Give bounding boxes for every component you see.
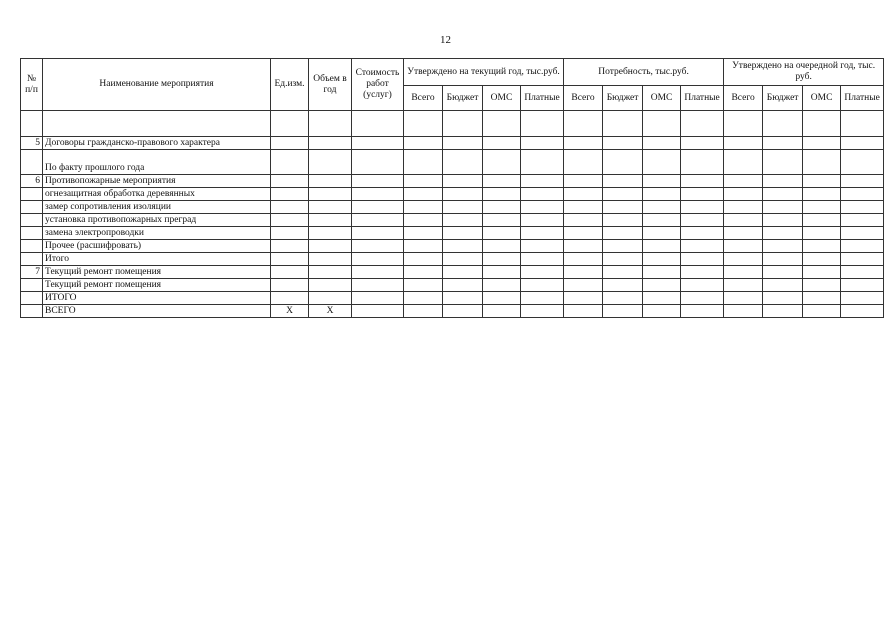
value-cell <box>681 240 724 253</box>
value-cell <box>603 279 643 292</box>
row-name: ВСЕГО <box>43 305 271 318</box>
value-cell <box>724 227 763 240</box>
value-cell <box>404 292 443 305</box>
value-cell <box>841 305 884 318</box>
value-cell <box>681 188 724 201</box>
row-unit <box>271 227 309 240</box>
value-cell <box>483 279 521 292</box>
value-cell <box>841 253 884 266</box>
value-cell <box>643 227 681 240</box>
value-cell <box>603 201 643 214</box>
value-cell <box>841 279 884 292</box>
row-name: огнезащитная обработка деревянных <box>43 188 271 201</box>
value-cell <box>443 292 483 305</box>
value-cell <box>763 188 803 201</box>
value-cell <box>483 240 521 253</box>
row-num: 6 <box>21 175 43 188</box>
value-cell <box>564 214 603 227</box>
value-cell <box>352 292 404 305</box>
table-row <box>21 253 884 266</box>
value-cell <box>681 214 724 227</box>
value-cell <box>483 175 521 188</box>
value-cell <box>521 279 564 292</box>
value-cell <box>564 201 603 214</box>
table-row <box>21 175 884 188</box>
value-cell <box>564 292 603 305</box>
value-cell <box>521 305 564 318</box>
row-name: По факту прошлого года <box>43 150 271 175</box>
value-cell <box>681 150 724 175</box>
page-number: 12 <box>440 34 451 46</box>
spacer-row <box>21 111 884 137</box>
row-num <box>21 279 43 292</box>
value-cell <box>352 150 404 175</box>
value-cell <box>483 201 521 214</box>
value-cell <box>521 137 564 150</box>
subheader-paid: Платные <box>681 86 724 111</box>
value-cell <box>603 292 643 305</box>
value-cell <box>564 175 603 188</box>
value-cell <box>443 227 483 240</box>
value-cell <box>443 150 483 175</box>
value-cell <box>603 266 643 279</box>
value-cell <box>603 175 643 188</box>
value-cell <box>643 214 681 227</box>
value-cell <box>443 279 483 292</box>
value-cell <box>803 253 841 266</box>
table-row <box>21 240 884 253</box>
value-cell <box>603 240 643 253</box>
row-volume <box>309 240 352 253</box>
value-cell <box>841 292 884 305</box>
value-cell <box>841 150 884 175</box>
value-cell <box>404 188 443 201</box>
header-name: Наименование мероприятия <box>43 59 271 111</box>
value-cell <box>564 253 603 266</box>
value-cell <box>724 214 763 227</box>
value-cell <box>564 305 603 318</box>
table-row <box>21 305 884 318</box>
value-cell <box>404 214 443 227</box>
value-cell <box>763 227 803 240</box>
header-num: № п/п <box>21 59 43 111</box>
row-unit: X <box>271 305 309 318</box>
value-cell <box>763 201 803 214</box>
row-num: 5 <box>21 137 43 150</box>
table-row <box>21 201 884 214</box>
value-cell <box>803 279 841 292</box>
value-cell <box>564 188 603 201</box>
table-row <box>21 292 884 305</box>
value-cell <box>404 279 443 292</box>
row-num <box>21 292 43 305</box>
value-cell <box>724 305 763 318</box>
row-unit <box>271 253 309 266</box>
row-volume: X <box>309 305 352 318</box>
table-row <box>21 214 884 227</box>
table-row <box>21 279 884 292</box>
row-volume <box>309 292 352 305</box>
value-cell <box>724 137 763 150</box>
value-cell <box>603 137 643 150</box>
value-cell <box>564 137 603 150</box>
value-cell <box>643 240 681 253</box>
row-unit <box>271 292 309 305</box>
row-unit <box>271 279 309 292</box>
value-cell <box>603 214 643 227</box>
value-cell <box>404 175 443 188</box>
value-cell <box>352 240 404 253</box>
value-cell <box>404 137 443 150</box>
value-cell <box>841 175 884 188</box>
value-cell <box>521 253 564 266</box>
table-row <box>21 150 884 175</box>
value-cell <box>841 214 884 227</box>
row-unit <box>271 214 309 227</box>
value-cell <box>803 188 841 201</box>
value-cell <box>681 201 724 214</box>
value-cell <box>603 188 643 201</box>
value-cell <box>643 266 681 279</box>
subheader-budget: Бюджет <box>763 86 803 111</box>
value-cell <box>803 137 841 150</box>
value-cell <box>803 227 841 240</box>
value-cell <box>763 279 803 292</box>
row-num <box>21 214 43 227</box>
value-cell <box>443 305 483 318</box>
value-cell <box>763 137 803 150</box>
header-group-need: Потребность, тыс.руб. <box>564 59 724 86</box>
row-num <box>21 240 43 253</box>
row-num <box>21 253 43 266</box>
value-cell <box>724 266 763 279</box>
value-cell <box>564 150 603 175</box>
value-cell <box>564 279 603 292</box>
value-cell <box>841 240 884 253</box>
value-cell <box>443 201 483 214</box>
value-cell <box>681 292 724 305</box>
value-cell <box>564 227 603 240</box>
row-num <box>21 150 43 175</box>
value-cell <box>521 292 564 305</box>
value-cell <box>724 150 763 175</box>
row-volume <box>309 201 352 214</box>
subheader-total: Всего <box>404 86 443 111</box>
value-cell <box>521 188 564 201</box>
value-cell <box>564 240 603 253</box>
value-cell <box>681 175 724 188</box>
value-cell <box>443 253 483 266</box>
subheader-budget: Бюджет <box>443 86 483 111</box>
value-cell <box>724 292 763 305</box>
value-cell <box>404 240 443 253</box>
header-unit: Ед.изм. <box>271 59 309 111</box>
value-cell <box>483 227 521 240</box>
value-cell <box>763 253 803 266</box>
value-cell <box>443 175 483 188</box>
value-cell <box>483 292 521 305</box>
value-cell <box>603 253 643 266</box>
value-cell <box>404 227 443 240</box>
row-unit <box>271 201 309 214</box>
value-cell <box>643 201 681 214</box>
value-cell <box>803 175 841 188</box>
value-cell <box>352 175 404 188</box>
value-cell <box>803 150 841 175</box>
value-cell <box>803 201 841 214</box>
value-cell <box>763 305 803 318</box>
row-volume <box>309 175 352 188</box>
value-cell <box>841 227 884 240</box>
value-cell <box>803 266 841 279</box>
value-cell <box>443 240 483 253</box>
row-name: замена электропроводки <box>43 227 271 240</box>
value-cell <box>724 175 763 188</box>
value-cell <box>724 253 763 266</box>
value-cell <box>724 279 763 292</box>
value-cell <box>803 305 841 318</box>
row-name: ИТОГО <box>43 292 271 305</box>
row-num: 7 <box>21 266 43 279</box>
value-cell <box>352 305 404 318</box>
row-name: Текущий ремонт помещения <box>43 279 271 292</box>
row-volume <box>309 214 352 227</box>
value-cell <box>521 201 564 214</box>
row-name: замер сопротивления изоляции <box>43 201 271 214</box>
report-table <box>20 58 884 318</box>
value-cell <box>763 175 803 188</box>
row-name: Прочее (расшифровать) <box>43 240 271 253</box>
value-cell <box>352 137 404 150</box>
row-name: Противопожарные мероприятия <box>43 175 271 188</box>
value-cell <box>603 305 643 318</box>
value-cell <box>763 292 803 305</box>
subheader-budget: Бюджет <box>603 86 643 111</box>
header-cost: Стоимость работ (услуг) <box>352 59 404 111</box>
table-body <box>21 111 884 318</box>
value-cell <box>352 201 404 214</box>
subheader-paid: Платные <box>521 86 564 111</box>
value-cell <box>521 266 564 279</box>
value-cell <box>352 227 404 240</box>
row-num <box>21 227 43 240</box>
subheader-oms: ОМС <box>803 86 841 111</box>
value-cell <box>404 150 443 175</box>
value-cell <box>404 266 443 279</box>
value-cell <box>483 214 521 227</box>
row-volume <box>309 137 352 150</box>
subheader-oms: ОМС <box>483 86 521 111</box>
row-unit <box>271 175 309 188</box>
value-cell <box>841 137 884 150</box>
value-cell <box>681 305 724 318</box>
value-cell <box>521 227 564 240</box>
row-volume <box>309 266 352 279</box>
value-cell <box>643 305 681 318</box>
value-cell <box>521 175 564 188</box>
value-cell <box>352 214 404 227</box>
value-cell <box>352 253 404 266</box>
row-unit <box>271 266 309 279</box>
value-cell <box>724 240 763 253</box>
value-cell <box>352 279 404 292</box>
value-cell <box>763 240 803 253</box>
value-cell <box>443 266 483 279</box>
value-cell <box>483 137 521 150</box>
value-cell <box>643 292 681 305</box>
value-cell <box>803 240 841 253</box>
value-cell <box>841 201 884 214</box>
value-cell <box>763 266 803 279</box>
value-cell <box>643 175 681 188</box>
value-cell <box>681 137 724 150</box>
value-cell <box>724 188 763 201</box>
value-cell <box>404 201 443 214</box>
value-cell <box>352 188 404 201</box>
value-cell <box>404 253 443 266</box>
row-unit <box>271 188 309 201</box>
value-cell <box>443 214 483 227</box>
table-row <box>21 137 884 150</box>
value-cell <box>521 214 564 227</box>
value-cell <box>483 266 521 279</box>
value-cell <box>643 137 681 150</box>
value-cell <box>483 305 521 318</box>
row-volume <box>309 188 352 201</box>
value-cell <box>483 150 521 175</box>
value-cell <box>643 279 681 292</box>
row-volume <box>309 279 352 292</box>
value-cell <box>404 305 443 318</box>
value-cell <box>603 227 643 240</box>
subheader-paid: Платные <box>841 86 884 111</box>
row-name: Текущий ремонт помещения <box>43 266 271 279</box>
value-cell <box>681 227 724 240</box>
value-cell <box>643 150 681 175</box>
row-num <box>21 201 43 214</box>
value-cell <box>841 266 884 279</box>
value-cell <box>803 292 841 305</box>
row-volume <box>309 150 352 175</box>
value-cell <box>483 253 521 266</box>
value-cell <box>681 279 724 292</box>
header-group-current: Утверждено на текущий год, тыс.руб. <box>404 59 564 86</box>
value-cell <box>681 253 724 266</box>
value-cell <box>483 188 521 201</box>
value-cell <box>521 150 564 175</box>
row-volume <box>309 253 352 266</box>
value-cell <box>724 201 763 214</box>
value-cell <box>603 150 643 175</box>
value-cell <box>443 137 483 150</box>
value-cell <box>352 266 404 279</box>
row-unit <box>271 240 309 253</box>
row-num <box>21 305 43 318</box>
value-cell <box>841 188 884 201</box>
row-unit <box>271 150 309 175</box>
row-volume <box>309 227 352 240</box>
subheader-total: Всего <box>724 86 763 111</box>
value-cell <box>521 240 564 253</box>
table-row <box>21 188 884 201</box>
header-group-next: Утверждено на очередной год, тыс. руб. <box>724 59 884 86</box>
row-num <box>21 188 43 201</box>
value-cell <box>763 150 803 175</box>
value-cell <box>564 266 603 279</box>
row-name: установка противопожарных преград <box>43 214 271 227</box>
row-name: Итого <box>43 253 271 266</box>
value-cell <box>643 188 681 201</box>
header-volume: Объем в год <box>309 59 352 111</box>
table-row <box>21 266 884 279</box>
subheader-oms: ОМС <box>643 86 681 111</box>
value-cell <box>763 214 803 227</box>
row-unit <box>271 137 309 150</box>
value-cell <box>443 188 483 201</box>
value-cell <box>643 253 681 266</box>
row-name: Договоры гражданско-правового характера <box>43 137 271 150</box>
value-cell <box>681 266 724 279</box>
value-cell <box>803 214 841 227</box>
table-row <box>21 227 884 240</box>
subheader-total: Всего <box>564 86 603 111</box>
